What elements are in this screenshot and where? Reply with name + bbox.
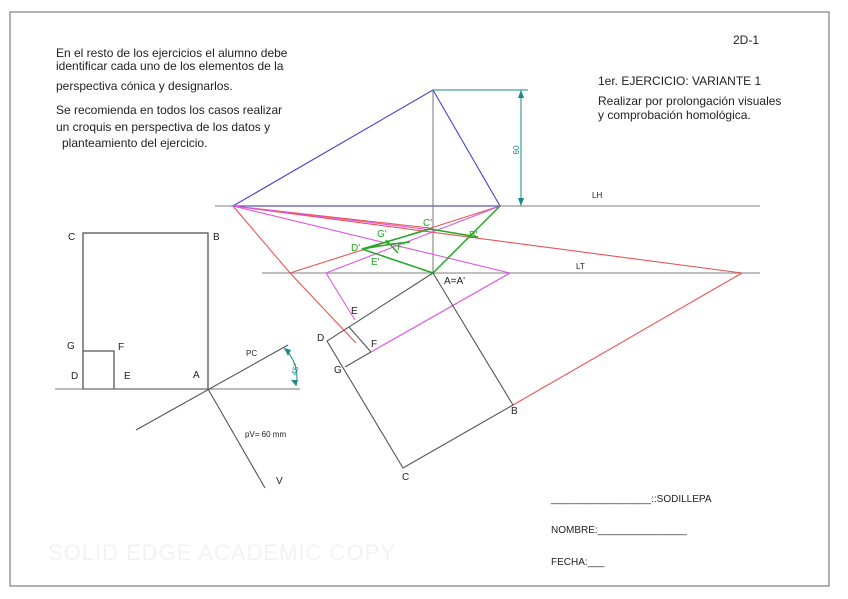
pc-label: PC: [246, 349, 258, 358]
right-label-b: B: [511, 406, 518, 417]
left-label-b: B: [213, 232, 220, 243]
plan-notch: [83, 351, 114, 389]
footer-nombre: NOMBRE:________________: [551, 525, 687, 536]
pv-label: pV= 60 mm: [245, 430, 287, 439]
intro-line-3: perspectiva cónica y designarlos.: [56, 79, 233, 93]
rotated-plan-notch: [345, 327, 371, 367]
left-label-f: F: [118, 342, 125, 353]
lh-label: LH: [592, 191, 603, 200]
persp-label-g: G': [377, 229, 387, 240]
left-label-d: D: [71, 371, 79, 382]
footer-fecha: FECHA:___: [551, 557, 605, 568]
plan-square: [83, 233, 208, 389]
right-label-g: G: [334, 365, 342, 376]
right-label-d: D: [317, 333, 325, 344]
red-line-4: [513, 273, 742, 405]
persp-label-d: D': [351, 243, 361, 254]
exercise-line-2: y comprobación homológica.: [598, 108, 751, 122]
dimension-arrow-top: [518, 90, 524, 98]
persp-label-a: [444, 276, 465, 287]
dimension-arrow-bottom: [518, 198, 524, 206]
intro-line-4: Se recomienda en todos los casos realizar: [56, 103, 283, 117]
lt-label: LT: [576, 262, 585, 271]
red-vanishing-line-left: [233, 206, 356, 343]
left-label-a: A: [193, 370, 200, 381]
left-label-g: G: [67, 341, 75, 352]
right-label-c: C: [402, 472, 410, 483]
left-label-c: C: [68, 232, 76, 243]
intro-line-1: En el resto de los ejercicios el alumno debe: [56, 46, 288, 60]
persp-label-f: F': [397, 242, 406, 253]
pc-line: [136, 345, 288, 430]
sheet-id: 2D-1: [733, 33, 760, 47]
watermark: SOLID EDGE ACADEMIC COPY: [48, 540, 396, 565]
intro-line-6: planteamiento del ejercicio.: [62, 136, 208, 150]
intro-line-2: identificar cada uno de los elementos de la: [56, 59, 284, 73]
persp-label-e: E': [371, 257, 380, 268]
persp-label-a-text: A=A': [444, 276, 466, 287]
intro-line-5: un croquis en perspectiva de los datos y: [56, 120, 271, 134]
rotated-plan-outline: [327, 273, 513, 468]
exercise-title: 1er. EJERCICIO: VARIANTE 1: [598, 74, 762, 88]
angle-label: 45°: [289, 362, 302, 377]
angle-arrow-bottom: [291, 380, 298, 386]
dimension-60-label: 60: [512, 145, 521, 155]
exercise-line-1: Realizar por prolongación visuales: [598, 94, 782, 108]
magenta-line-5: [233, 206, 433, 230]
right-label-f: F: [371, 339, 378, 350]
persp-label-c: C': [423, 218, 433, 229]
red-line-2: [233, 206, 742, 273]
right-label-e: E: [351, 306, 358, 317]
footer-sodillepa: __________________::SODILLEPA: [551, 494, 712, 505]
v-label: V: [276, 476, 283, 487]
left-label-e: E: [124, 371, 131, 382]
persp-label-b: B': [469, 230, 478, 241]
